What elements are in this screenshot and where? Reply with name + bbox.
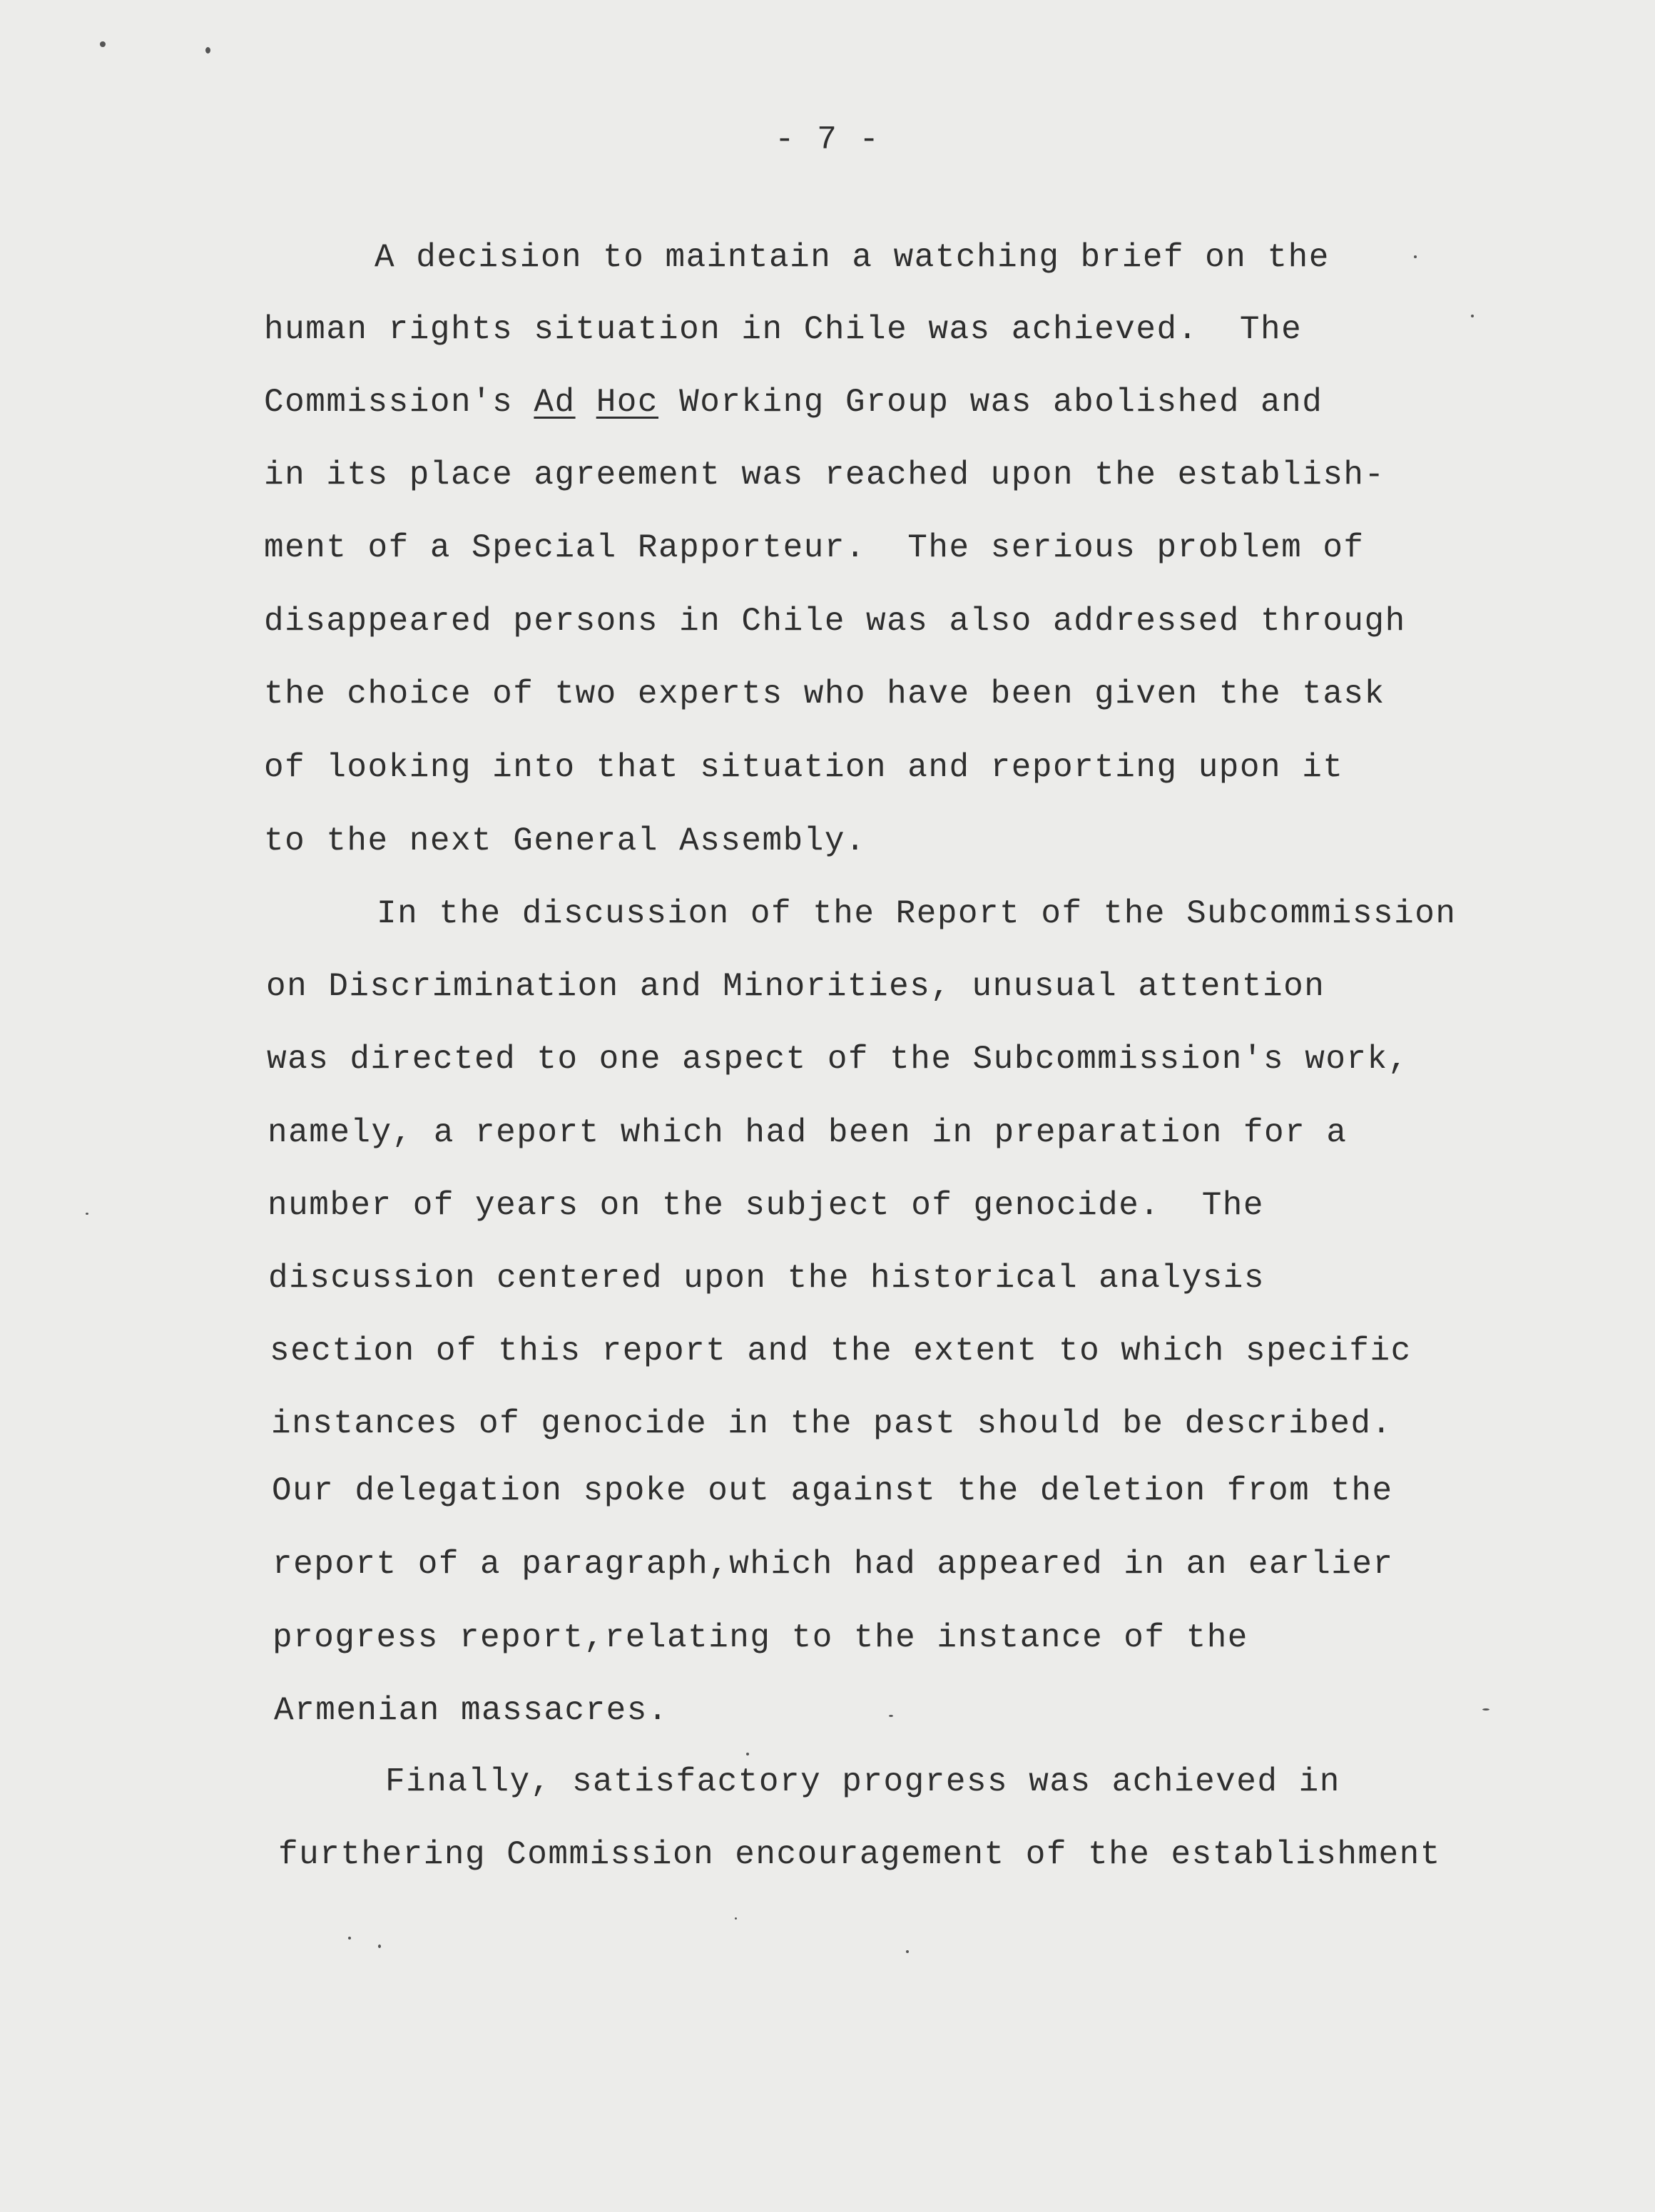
text-line: in its place agreement was reached upon the establish- — [264, 457, 1385, 494]
text-line: was directed to one aspect of the Subcommission's work, — [267, 1041, 1409, 1078]
text-segment: Working Group was abolished and — [658, 384, 1323, 421]
text-line: report of a paragraph,which had appeared in an earlier — [273, 1546, 1394, 1583]
scan-speck — [889, 1715, 893, 1717]
text-line: Finally, satisfactory progress was achieved in — [385, 1763, 1340, 1800]
text-line: namely, a report which had been in preparation for a — [268, 1114, 1348, 1151]
scan-speck — [100, 41, 106, 47]
text-line: to the next General Assembly. — [264, 822, 867, 860]
scan-speck — [1471, 315, 1474, 317]
text-line: number of years on the subject of genocide. The — [268, 1187, 1265, 1224]
text-line — [264, 382, 1323, 422]
text-segment: Commission's — [264, 384, 534, 421]
text-line: disappeared persons in Chile was also addressed through — [264, 603, 1406, 640]
text-line: instances of genocide in the past should be described. — [271, 1405, 1392, 1442]
text-line: of looking into that situation and reporting upon it — [264, 749, 1344, 786]
text-line: A decision to maintain a watching brief on the — [375, 239, 1330, 276]
underlined-term: Ad — [534, 384, 576, 421]
scan-speck — [746, 1753, 749, 1755]
text-line: the choice of two experts who have been given the task — [264, 676, 1385, 713]
page-number: - 7 - — [774, 121, 881, 158]
text-line: Armenian massacres. — [274, 1692, 668, 1729]
scan-speck — [1482, 1708, 1490, 1711]
scan-speck — [1414, 255, 1417, 258]
text-segment — [576, 384, 596, 421]
scan-speck — [735, 1917, 737, 1920]
text-line: on Discrimination and Minorities, unusual attention — [266, 968, 1325, 1005]
underlined-term: Hoc — [596, 384, 659, 421]
scan-speck — [205, 47, 210, 53]
text-line: Our delegation spoke out against the deletion from the — [272, 1472, 1393, 1509]
text-line: section of this report and the extent to which specific — [270, 1332, 1412, 1370]
scan-speck — [348, 1937, 351, 1940]
text-line: furthering Commission encouragement of the establishment — [278, 1836, 1441, 1873]
text-line: discussion centered upon the historical analysis — [268, 1260, 1266, 1297]
text-line: progress report,relating to the instance of the — [273, 1619, 1248, 1656]
scan-speck — [378, 1945, 381, 1948]
text-line: human rights situation in Chile was achieved. The — [264, 311, 1303, 348]
text-line: ment of a Special Rapporteur. The serious problem of — [264, 529, 1365, 566]
scan-speck — [86, 1213, 88, 1215]
scan-speck — [906, 1950, 909, 1953]
text-line: In the discussion of the Report of the Subcommission — [377, 895, 1457, 932]
